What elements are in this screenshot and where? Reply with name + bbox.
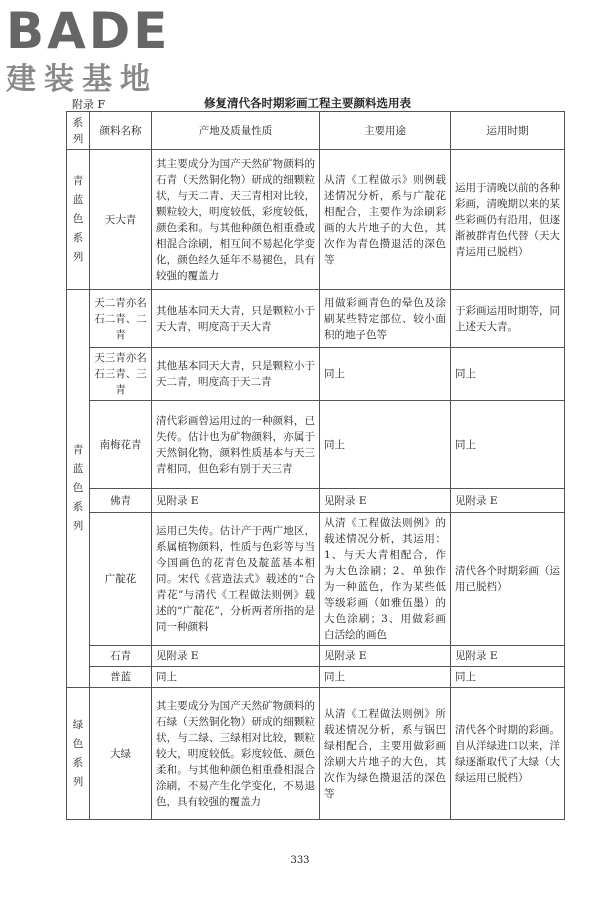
pigment-name: 普蓝 xyxy=(90,667,152,688)
table-row xyxy=(67,290,565,348)
page-title: 修复清代各时期彩画工程主要颜料选用表 xyxy=(204,96,411,110)
use-text: 同上 xyxy=(320,667,451,688)
pigment-name: 天二青亦名石二青、二青 xyxy=(90,290,152,348)
group-qinglan-cell xyxy=(67,150,90,290)
bade-logo xyxy=(6,4,206,108)
use-text: 见附录 E xyxy=(320,489,451,513)
header-pigment: 颜料名称 xyxy=(90,112,152,150)
table-row xyxy=(67,513,565,646)
origin-text: 其主要成分为国产天然矿物颜料的石绿（天然铜化物）研成的细颗粒状，与二绿、三绿相对比较，颗粒较大，明度较低。彩度较低、颜色柔和。与其他种颜色相重叠相混合涂刷，不易产生化学变化，不易退色，具有较强的覆盖力 xyxy=(152,688,320,820)
origin-text: 其他基本同天大青，只是颗粒小于天二青，明度高于天二青 xyxy=(152,348,320,401)
pigment-name: 天三青亦名石三青、三青 xyxy=(90,348,152,401)
logo-subtitle: 建装基地 xyxy=(6,62,158,97)
use-text: 从清《工程做示》则例载述情况分析，系与广靛花相配合，主要作为涂刷彩画的大片地子的大色，其次作为青色攒退活的深色等 xyxy=(320,150,451,290)
origin-text: 清代彩画曾运用过的一种颜料，已失传。估计也为矿物颜料，亦属于天然铜化物，颜料性质基本与天三青相同，但色彩有别于天三青 xyxy=(152,401,320,489)
period-text: 同上 xyxy=(451,667,565,688)
pigment-table xyxy=(66,111,565,820)
pigment-name: 天大青 xyxy=(90,150,152,290)
group-lv-cell xyxy=(67,688,90,820)
pigment-name: 大绿 xyxy=(90,688,152,820)
use-text: 从清《工程做法则例》所载述情况分析，系与锅巴绿相配合，主要用做彩画涂刷大片地子的大色，其次作为绿色攒退活的深色等 xyxy=(320,688,451,820)
use-text: 见附录 E xyxy=(320,646,451,667)
group-qing-cell xyxy=(67,290,90,688)
period-text: 同上 xyxy=(451,348,565,401)
origin-text: 同上 xyxy=(152,667,320,688)
table-row xyxy=(67,646,565,667)
table-row xyxy=(67,150,565,290)
header-origin: 产地及质量性质 xyxy=(152,112,320,150)
period-text: 见附录 E xyxy=(451,646,565,667)
use-text: 从清《工程做法则例》的载述情况分析，其运用：1、与天大青相配合，作为大色涂刷；2、单独作为一种蓝色，作为某些低等级彩画（如雅伍墨）的大色涂刷；3、用做彩画白活绘的画色 xyxy=(320,513,451,646)
use-text: 同上 xyxy=(320,348,451,401)
origin-text: 见附录 E xyxy=(152,489,320,513)
origin-text: 其主要成分为国产天然矿物颜料的石青（天然铜化物）研成的细颗粒状，与天二青、天三青相对比较，颗粒较大，明度较低，彩度较低，颜色柔和。与其他种颜色相重叠或相混合涂刷，相互间不易起化学变化，颜色经久延年不易褪色，具有较强的覆盖力 xyxy=(152,150,320,290)
origin-text: 其他基本同天大青，只是颗粒小于天大青，明度高于天大青 xyxy=(152,290,320,348)
period-text: 清代各个时期彩画（运用已脱档） xyxy=(451,513,565,646)
table-row xyxy=(67,401,565,489)
table-header-row xyxy=(67,112,565,150)
header-series: 系列 xyxy=(67,112,90,150)
table-row xyxy=(67,688,565,820)
use-text: 同上 xyxy=(320,401,451,489)
group-qing-label: 青蓝色系列 xyxy=(72,444,84,532)
period-text: 运用于清晚以前的各种彩画，清晚期以来的某些彩画仍有沿用，但逐渐被群青色代替（天大青运用已脱档） xyxy=(451,150,565,290)
period-text: 于彩画运用时期等，同上述天大青。 xyxy=(451,290,565,348)
table-row xyxy=(67,348,565,401)
table-row xyxy=(67,667,565,688)
origin-text: 见附录 E xyxy=(152,646,320,667)
pigment-name: 南梅花青 xyxy=(90,401,152,489)
logo-brand: BADE xyxy=(6,2,171,60)
header-period: 运用时期 xyxy=(451,112,565,150)
pigment-name: 佛青 xyxy=(90,489,152,513)
appendix-label: 附录 F xyxy=(72,98,106,111)
group-qinglan-label: 青蓝色系列 xyxy=(72,175,84,263)
pigment-name: 广靛花 xyxy=(90,513,152,646)
group-lv-label: 绿色系列 xyxy=(72,718,84,788)
header-use: 主要用途 xyxy=(320,112,451,150)
period-text: 清代各个时期的彩画。自从洋绿进口以来，洋绿逐渐取代了大绿（大绿运用已脱档） xyxy=(451,688,565,820)
page-number: 333 xyxy=(290,855,310,866)
use-text: 用做彩画青色的晕色及涂刷某些特定部位、较小面积的地子色等 xyxy=(320,290,451,348)
period-text: 见附录 E xyxy=(451,489,565,513)
pigment-name: 石青 xyxy=(90,646,152,667)
table-row xyxy=(67,489,565,513)
origin-text: 运用已失传。估计产于两广地区，系属植物颜料，性质与色彩等与当今国画色的花青色及靛蓝基本相同。宋代《营造法式》载述的“合青花”与清代《工程做法则例》载述的“广靛花”，分析两者所指的是同一种颜料 xyxy=(152,513,320,646)
period-text: 同上 xyxy=(451,401,565,489)
